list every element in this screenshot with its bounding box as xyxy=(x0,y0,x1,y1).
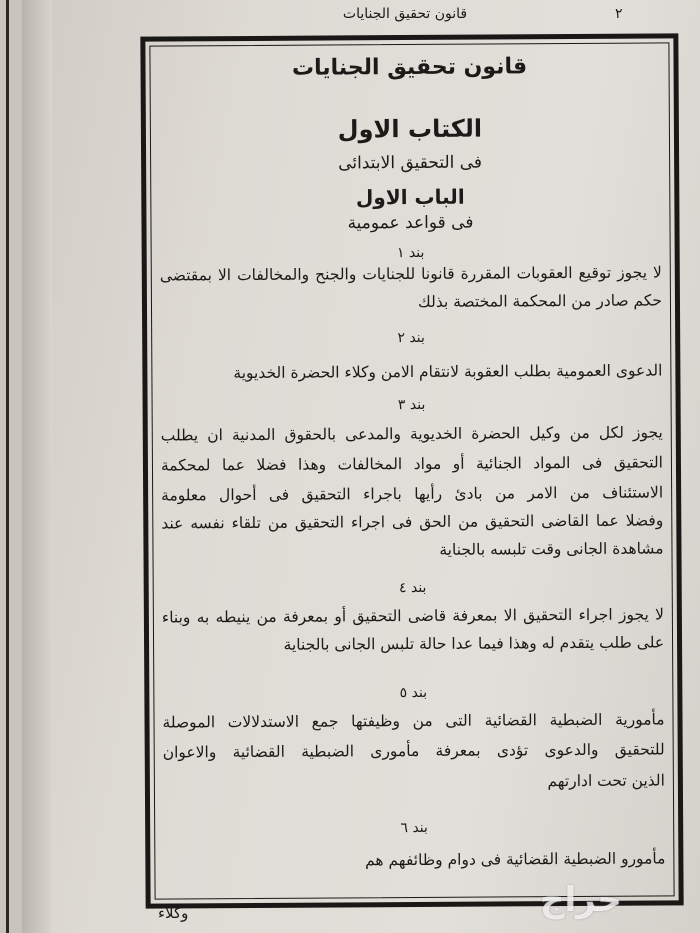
previous-page-edge xyxy=(0,0,24,933)
article-3-line: الاستئناف من الامر من بادئ رأيها باجراء التحقيق فى أحوال معلومة xyxy=(161,483,664,505)
article-2-label: بند ٢ xyxy=(397,329,425,347)
book-gutter xyxy=(22,0,52,933)
article-4-label: بند ٤ xyxy=(398,579,427,597)
book-title: الكتاب الاول xyxy=(337,114,483,144)
article-5-line: الذين تحت ادارتهم xyxy=(547,771,665,791)
article-6-label: بند ٦ xyxy=(400,819,428,837)
page-number: ٢ xyxy=(615,6,623,22)
chapter-subtitle: فى قواعد عمومية xyxy=(347,212,474,234)
article-3-line: التحقيق فى المواد الجنائية أو مواد المخالفات وهذا فضلا عما لمحكمة xyxy=(160,453,664,475)
article-2-line: الدعوى العمومية بطلب العقوبة لانتقام الامن وكلاء الحضرة الخديوية xyxy=(233,361,663,383)
article-5-label: بند ٥ xyxy=(399,684,428,702)
article-3-line: مشاهدة الجانى وقت تلبسه بالجناية xyxy=(439,539,664,559)
article-5-line: للتحقيق والدعوى تؤدى بمعرفة مأمورى الضبطية القضائية والاعوان xyxy=(162,740,665,762)
document-title: قانون تحقيق الجنايات xyxy=(291,54,528,81)
running-header: قانون تحقيق الجنايات xyxy=(342,6,468,22)
page-frame xyxy=(140,33,683,908)
article-3-line: يجوز لكل من وكيل الحضرة الخديوية والمدعى بالحقوق المدنية ان يطلب xyxy=(160,423,663,445)
article-5-line: مأمورية الضبطية القضائية التى من وظيفتها جمع الاستدلالات الموصلة xyxy=(162,710,665,732)
chapter-title: الباب الاول xyxy=(355,184,465,210)
book-subtitle: فى التحقيق الابتدائى xyxy=(338,152,483,174)
article-1-line: لا يجوز توقيع العقوبات المقررة قانونا للجنايات والجنح والمخالفات الا بمقتضى xyxy=(159,263,662,285)
page-frame-inner xyxy=(149,42,674,899)
watermark-logo: حراج xyxy=(540,880,622,920)
article-6-line: مأمورو الضبطية القضائية فى دوام وظائفهم هم xyxy=(364,849,666,870)
catchword: وكلاء xyxy=(158,904,189,922)
article-4-line: على طلب يتقدم له وهذا فيما عدا حالة تلبس الجانى بالجناية xyxy=(283,633,665,654)
article-1-line: حكم صادر من المحكمة المختصة بذلك xyxy=(417,291,663,311)
article-4-line: لا يجوز اجراء التحقيق الا بمعرفة قاضى التحقيق أو بمعرفة من ينيطه به وبناء xyxy=(161,605,664,627)
article-3-label: بند ٣ xyxy=(397,396,426,414)
article-1-label: بند ١ xyxy=(396,244,425,262)
article-3-line: وفضلا عما القاضى التحقيق من الحق فى اجراء التحقيق من تلقاء نفسه عند xyxy=(161,511,664,533)
